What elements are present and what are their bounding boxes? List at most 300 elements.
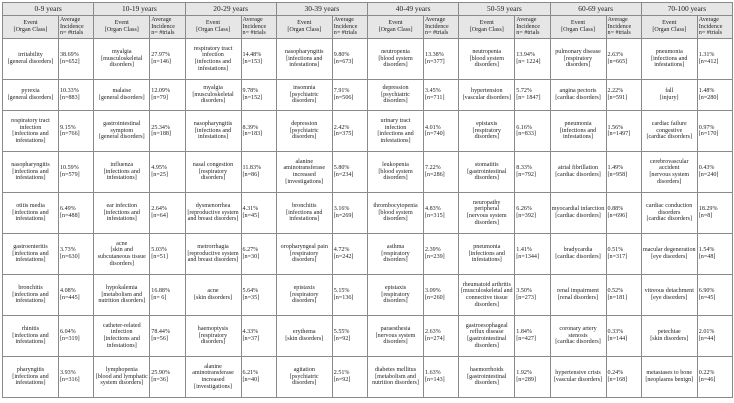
event-name: bradycardia bbox=[563, 247, 593, 254]
trial-count: [n=143] bbox=[425, 377, 445, 383]
header-text: Incidence bbox=[333, 23, 358, 30]
event-cell bbox=[94, 111, 150, 152]
incidence-cell bbox=[606, 275, 641, 316]
incidence-percent: 9.15% bbox=[60, 124, 76, 131]
incidence-cell bbox=[424, 79, 459, 110]
event-cell bbox=[276, 152, 332, 193]
organ-class: [general disorders] bbox=[7, 95, 54, 102]
age-group-header-row bbox=[3, 3, 733, 16]
header-text: [Organ Class] bbox=[196, 27, 230, 33]
incidence-percent: 1.54% bbox=[698, 247, 715, 254]
event-cell bbox=[276, 79, 332, 110]
event-name: rheumatoid arthritis bbox=[462, 281, 511, 288]
trial-count: [n=242] bbox=[333, 254, 354, 261]
event-name: hypokalemia bbox=[106, 285, 138, 292]
incidence-percent: 5.55% bbox=[333, 329, 350, 336]
trial-count: [n= 1224] bbox=[516, 58, 541, 65]
header-text: Average bbox=[151, 17, 172, 24]
incidence-percent: 2.51% bbox=[333, 370, 350, 377]
event-name: insomnia bbox=[293, 85, 316, 92]
organ-class: [infections and infestations] bbox=[377, 131, 414, 144]
incidence-cell bbox=[150, 39, 185, 80]
organ-class: [blood system disorders] bbox=[378, 209, 413, 223]
event-cell bbox=[641, 111, 697, 152]
trial-count: [n=711] bbox=[425, 95, 445, 102]
event-column-header bbox=[94, 16, 150, 39]
trial-count: [n=146] bbox=[151, 58, 171, 65]
event-cell bbox=[94, 357, 150, 398]
incidence-percent: 1.41% bbox=[516, 247, 533, 254]
incidence-percent: 6.49% bbox=[60, 206, 76, 213]
incidence-cell bbox=[59, 111, 94, 152]
event-cell bbox=[550, 79, 606, 110]
event-name: epistaxis bbox=[476, 121, 498, 128]
event-name: cardiac failure congestive bbox=[651, 121, 687, 134]
incidence-percent: 4.08% bbox=[60, 288, 76, 295]
incidence-percent: 3.16% bbox=[333, 206, 350, 213]
incidence-cell bbox=[59, 234, 94, 275]
incidence-cell bbox=[515, 193, 550, 234]
trial-count: [n=181] bbox=[607, 295, 628, 302]
trial-count: [n=392] bbox=[516, 213, 536, 220]
incidence-percent: 5.15% bbox=[333, 288, 350, 295]
trial-count: [n=488] bbox=[60, 213, 80, 220]
header-text: Incidence bbox=[242, 23, 267, 30]
organ-class: [respiratory disorders] bbox=[198, 332, 228, 346]
trial-count: [n=274] bbox=[425, 336, 445, 342]
incidence-cell bbox=[515, 152, 550, 193]
incidence-column-header bbox=[515, 16, 550, 39]
event-name: asthma bbox=[386, 244, 405, 251]
organ-class: [infections and infestations] bbox=[12, 373, 49, 387]
table-row bbox=[3, 234, 733, 275]
event-column-header bbox=[641, 16, 697, 39]
trial-count: [n=377] bbox=[425, 58, 445, 65]
incidence-percent: 1.84% bbox=[516, 329, 533, 336]
incidence-cell bbox=[59, 193, 94, 234]
organ-class: [infections and infestations] bbox=[194, 127, 232, 141]
event-name: stomatitis bbox=[474, 162, 499, 169]
event-name: metrorrhagia bbox=[197, 244, 229, 251]
header-text: Event bbox=[23, 20, 38, 27]
incidence-percent: 16.88% bbox=[151, 288, 171, 295]
header-text: [Organ Class] bbox=[561, 27, 595, 33]
incidence-cell bbox=[697, 79, 732, 110]
trial-count: [n=427] bbox=[516, 336, 536, 342]
incidence-cell bbox=[59, 316, 94, 357]
incidence-cell bbox=[332, 357, 367, 398]
table-row bbox=[3, 316, 733, 357]
organ-class: [infections and infestations] bbox=[194, 58, 232, 72]
trial-count: [n=51] bbox=[151, 254, 168, 261]
incidence-percent: 6.90% bbox=[698, 288, 715, 295]
organ-class: [general disorders] bbox=[98, 95, 145, 102]
event-cell bbox=[276, 275, 332, 316]
event-cell bbox=[459, 39, 515, 80]
incidence-percent: 4.33% bbox=[242, 329, 259, 336]
trial-count: [n=833] bbox=[516, 131, 536, 138]
organ-class: [eye disorders] bbox=[651, 254, 688, 261]
incidence-percent: 4.01% bbox=[425, 124, 441, 131]
event-cell bbox=[3, 234, 59, 275]
event-cell bbox=[550, 111, 606, 152]
event-cell bbox=[550, 39, 606, 80]
trial-count: [n=79] bbox=[151, 95, 168, 102]
organ-class: [infections and infestations] bbox=[286, 209, 323, 223]
trial-count: [n=40] bbox=[242, 377, 260, 383]
event-cell bbox=[459, 111, 515, 152]
event-name: hypertensive crisis bbox=[555, 370, 601, 377]
organ-class: [infections and infestations] bbox=[559, 127, 597, 141]
event-column-header bbox=[459, 16, 515, 39]
event-name: bronchitis bbox=[292, 203, 317, 210]
incidence-percent: 5.72% bbox=[516, 88, 533, 95]
trial-count: [n=319] bbox=[60, 336, 80, 342]
event-column-header bbox=[368, 16, 424, 39]
trial-count: [n=136] bbox=[333, 295, 354, 302]
incidence-cell bbox=[150, 234, 185, 275]
event-cell bbox=[550, 193, 606, 234]
event-name: gastroenteritis bbox=[13, 244, 48, 251]
incidence-cell bbox=[424, 152, 459, 193]
incidence-cell bbox=[150, 316, 185, 357]
header-text: Average bbox=[425, 17, 446, 24]
event-cell bbox=[459, 152, 515, 193]
incidence-cell bbox=[697, 193, 732, 234]
trial-count: [n= 1847] bbox=[516, 95, 541, 102]
header-text: [Organ Class] bbox=[469, 27, 504, 33]
event-cell bbox=[641, 39, 697, 80]
trial-count: [n=696] bbox=[607, 213, 628, 220]
organ-class: [metabolism and nutrition disorders] bbox=[98, 291, 146, 305]
trial-count: [n=44] bbox=[698, 336, 716, 342]
incidence-percent: 4.31% bbox=[242, 206, 259, 213]
trial-count: [n=273] bbox=[516, 295, 536, 302]
event-column-header bbox=[550, 16, 606, 39]
header-text: [Organ Class] bbox=[13, 27, 48, 33]
event-name: catheter-related infection bbox=[102, 322, 141, 336]
table-row bbox=[3, 79, 733, 110]
trial-count: [n=183] bbox=[242, 131, 263, 138]
incidence-cell bbox=[332, 234, 367, 275]
organ-class: [infections and infestations] bbox=[12, 131, 49, 144]
incidence-percent: 6.27% bbox=[242, 247, 259, 254]
header-text: Incidence bbox=[60, 23, 84, 30]
incidence-percent: 18.29% bbox=[698, 206, 718, 213]
organ-class: [respiratory disorders] bbox=[381, 250, 410, 264]
organ-class: [psychiatric disorders] bbox=[381, 91, 410, 105]
incidence-percent: 0.22% bbox=[698, 370, 715, 377]
incidence-cell bbox=[150, 275, 185, 316]
incidence-percent: 13.94% bbox=[516, 52, 536, 59]
trial-count: [n=45] bbox=[698, 295, 716, 302]
trial-count: [n=315] bbox=[425, 213, 445, 220]
trial-count: [n=280] bbox=[698, 95, 719, 102]
event-name: lymphopenia bbox=[105, 367, 138, 374]
organ-class: [musculoskeletal disorders] bbox=[192, 91, 234, 105]
incidence-percent: 6.16% bbox=[516, 124, 533, 131]
organ-class: [infections and infestations] bbox=[103, 168, 140, 182]
event-name: cardiac conduction disorders bbox=[646, 203, 693, 216]
event-cell bbox=[185, 39, 241, 80]
event-cell bbox=[3, 39, 59, 80]
event-cell bbox=[185, 193, 241, 234]
trial-count: [n=30] bbox=[242, 254, 260, 261]
trial-count: [n=64] bbox=[151, 213, 168, 220]
incidence-cell bbox=[606, 193, 641, 234]
header-text: [Organ Class] bbox=[104, 27, 139, 33]
incidence-percent: 1.31% bbox=[698, 52, 715, 59]
event-name: hypertension bbox=[471, 88, 503, 95]
incidence-cell bbox=[515, 111, 550, 152]
trial-count: [n=740] bbox=[425, 131, 445, 138]
incidence-cell bbox=[241, 111, 276, 152]
organ-class: [nervous system disorders] bbox=[466, 213, 507, 226]
trial-count: [n=792] bbox=[516, 172, 536, 179]
incidence-cell bbox=[332, 79, 367, 110]
incidence-cell bbox=[59, 39, 94, 80]
event-name: erythema bbox=[292, 329, 316, 336]
incidence-percent: 7.22% bbox=[425, 165, 441, 172]
event-name: alanine aminotransferase increased bbox=[283, 158, 326, 179]
organ-class: [respiratory disorders] bbox=[198, 168, 228, 182]
event-name: pneumonia bbox=[564, 121, 592, 128]
organ-class: [infections and infestations] bbox=[286, 55, 323, 69]
event-cell bbox=[185, 234, 241, 275]
incidence-cell bbox=[424, 193, 459, 234]
event-name: coronary artery stenosis bbox=[559, 326, 597, 339]
header-text: Average bbox=[516, 17, 537, 24]
event-cell bbox=[641, 152, 697, 193]
event-name: vitreous detachment bbox=[644, 288, 694, 295]
organ-class: [psychiatric disorders] bbox=[289, 91, 319, 105]
organ-class: [cardiac disorders] bbox=[555, 95, 601, 102]
event-cell bbox=[276, 193, 332, 234]
incidence-cell bbox=[424, 316, 459, 357]
event-name: neutropenia bbox=[381, 49, 410, 56]
organ-class: [reproductive system and breast disorders] bbox=[187, 250, 239, 264]
event-cell bbox=[550, 316, 606, 357]
table-row bbox=[3, 193, 733, 234]
trial-count: [n=240] bbox=[698, 172, 719, 179]
incidence-cell bbox=[424, 111, 459, 152]
event-cell bbox=[94, 152, 150, 193]
header-text: n= #trials bbox=[516, 30, 540, 37]
trial-count: [n=92] bbox=[333, 377, 351, 383]
trial-count: [n=766] bbox=[60, 131, 80, 138]
event-column-header bbox=[276, 16, 332, 39]
age-group-header: 60-69 years bbox=[550, 3, 641, 16]
header-text: n= #trials bbox=[242, 30, 266, 37]
event-name: urinary tract infection bbox=[380, 117, 411, 131]
event-name: nasopharyngitis bbox=[11, 162, 50, 169]
incidence-percent: 38.69% bbox=[60, 52, 79, 59]
incidence-percent: 5.80% bbox=[333, 165, 350, 172]
header-text: n= #trials bbox=[698, 30, 723, 37]
incidence-column-header bbox=[424, 16, 459, 39]
incidence-percent: 8.39% bbox=[242, 124, 259, 131]
incidence-percent: 1.56% bbox=[607, 124, 624, 131]
event-cell bbox=[368, 357, 424, 398]
organ-class: [musculoskeletal disorders] bbox=[101, 55, 143, 69]
event-name: nasopharyngitis bbox=[193, 121, 233, 128]
organ-class: [blood system disorders] bbox=[378, 55, 413, 69]
event-cell bbox=[368, 39, 424, 80]
event-cell bbox=[459, 357, 515, 398]
incidence-percent: 6.21% bbox=[242, 370, 259, 377]
trial-count: [n=260] bbox=[425, 295, 445, 302]
event-cell bbox=[641, 357, 697, 398]
incidence-percent: 6.04% bbox=[60, 329, 76, 336]
trial-count: [n=86] bbox=[242, 172, 260, 179]
event-cell bbox=[94, 234, 150, 275]
event-name: thrombocytopenia bbox=[373, 203, 418, 210]
incidence-percent: 0.52% bbox=[607, 288, 624, 295]
incidence-percent: 5.64% bbox=[242, 288, 259, 295]
trial-count: [n=144] bbox=[607, 336, 628, 342]
organ-class: [cardiac disorders] bbox=[555, 254, 601, 261]
incidence-column-header bbox=[150, 16, 185, 39]
adverse-events-by-age-table bbox=[2, 2, 733, 398]
event-name: acne bbox=[116, 240, 128, 247]
table-row bbox=[3, 111, 733, 152]
incidence-cell bbox=[606, 111, 641, 152]
organ-class: [psychiatric disorders] bbox=[289, 373, 319, 387]
incidence-percent: 1.63% bbox=[425, 370, 441, 377]
trial-count: [n=153] bbox=[242, 58, 263, 65]
incidence-cell bbox=[332, 111, 367, 152]
event-name: epistaxis bbox=[293, 285, 315, 292]
event-cell bbox=[368, 275, 424, 316]
incidence-column-header bbox=[59, 16, 94, 39]
event-cell bbox=[3, 193, 59, 234]
event-cell bbox=[185, 275, 241, 316]
incidence-cell bbox=[332, 39, 367, 80]
trial-count: [n=958] bbox=[607, 172, 628, 179]
header-text: Average bbox=[242, 17, 263, 24]
event-name: gastroesophageal reflux disease bbox=[465, 322, 508, 336]
trial-count: [n=375] bbox=[333, 131, 354, 138]
trial-count: [n=316] bbox=[60, 377, 80, 383]
incidence-cell bbox=[515, 79, 550, 110]
organ-class: [skin disorders] bbox=[193, 295, 233, 302]
trial-count: [n=35] bbox=[242, 295, 260, 302]
incidence-percent: 1.48% bbox=[698, 88, 715, 95]
organ-class: [respiratory disorders] bbox=[472, 127, 501, 141]
organ-class: [infections and infestations] bbox=[651, 55, 688, 69]
incidence-percent: 2.63% bbox=[607, 52, 624, 59]
header-text: Average bbox=[333, 17, 354, 24]
age-group-header: 70-100 years bbox=[641, 3, 732, 16]
incidence-cell bbox=[515, 357, 550, 398]
incidence-cell bbox=[515, 234, 550, 275]
trial-count: [n=289] bbox=[516, 377, 536, 383]
trial-count: [n=45] bbox=[242, 213, 260, 220]
trial-count: [n=48] bbox=[698, 254, 716, 261]
organ-class: [blood system disorders] bbox=[378, 168, 413, 182]
incidence-percent: 2.39% bbox=[425, 247, 441, 254]
age-group-header: 10-19 years bbox=[94, 3, 185, 16]
organ-class: [cardiac disorders] bbox=[555, 172, 601, 179]
incidence-percent: 5.03% bbox=[151, 247, 168, 254]
event-cell bbox=[276, 111, 332, 152]
event-name: diabetes mellitus bbox=[374, 367, 417, 374]
trial-count: [n=25] bbox=[151, 172, 168, 179]
header-text: Event bbox=[479, 20, 494, 27]
incidence-cell bbox=[606, 234, 641, 275]
incidence-cell bbox=[332, 316, 367, 357]
event-cell bbox=[368, 234, 424, 275]
trial-count: [n=445] bbox=[60, 295, 80, 302]
header-text: Event bbox=[205, 20, 221, 27]
event-column-header bbox=[3, 16, 59, 39]
incidence-percent: 25.90% bbox=[151, 370, 171, 377]
event-name: epistaxis bbox=[384, 285, 407, 292]
event-cell bbox=[94, 193, 150, 234]
incidence-percent: 12.09% bbox=[151, 88, 171, 95]
incidence-cell bbox=[59, 152, 94, 193]
incidence-cell bbox=[241, 39, 276, 80]
incidence-cell bbox=[241, 152, 276, 193]
incidence-percent: 3.93% bbox=[60, 370, 76, 377]
event-name: acne bbox=[207, 288, 219, 295]
trial-count: [n=591] bbox=[607, 95, 628, 102]
incidence-cell bbox=[241, 316, 276, 357]
incidence-cell bbox=[424, 39, 459, 80]
organ-class: [skin disorders] bbox=[650, 336, 689, 342]
event-name: angina pectoris bbox=[559, 88, 597, 95]
event-name: nasopharyngitis bbox=[284, 49, 324, 56]
organ-class: [injury] bbox=[659, 95, 679, 102]
event-cell bbox=[368, 111, 424, 152]
event-name: myalgia bbox=[203, 85, 223, 92]
organ-class: [nervous system disorders] bbox=[375, 332, 416, 346]
incidence-percent: 1.92% bbox=[516, 370, 533, 377]
trial-count: [n=630] bbox=[60, 254, 80, 261]
incidence-cell bbox=[697, 316, 732, 357]
trial-count: [n=168] bbox=[607, 377, 628, 383]
header-text: n= #trials bbox=[60, 30, 84, 37]
organ-class: [metabolism and nutrition disorders] bbox=[372, 373, 419, 387]
incidence-percent: 14.48% bbox=[242, 52, 262, 59]
organ-class: [general disorders] bbox=[98, 134, 145, 141]
event-name: respiratory tract infection bbox=[11, 117, 50, 131]
event-cell bbox=[459, 316, 515, 357]
incidence-percent: 3.73% bbox=[60, 247, 76, 254]
header-text: Event bbox=[388, 20, 403, 27]
incidence-percent: 2.22% bbox=[607, 88, 624, 95]
event-cell bbox=[641, 316, 697, 357]
header-text: Average bbox=[698, 17, 719, 24]
header-text: Incidence bbox=[425, 23, 449, 30]
event-name: fall bbox=[665, 88, 674, 95]
incidence-percent: 2.64% bbox=[151, 206, 168, 213]
header-text: n= #trials bbox=[333, 30, 358, 37]
incidence-cell bbox=[606, 316, 641, 357]
incidence-cell bbox=[606, 357, 641, 398]
organ-class: [gastrointestinal disorders] bbox=[467, 373, 507, 387]
event-cell bbox=[185, 316, 241, 357]
event-name: dysmenorrhea bbox=[195, 203, 231, 210]
event-name: agitation bbox=[293, 367, 315, 374]
organ-class: [gastrointestinal disorders] bbox=[467, 336, 507, 349]
incidence-percent: 2.01% bbox=[698, 329, 715, 336]
incidence-cell bbox=[606, 79, 641, 110]
event-name: pulmonary disease bbox=[555, 49, 601, 56]
organ-class: [infections and infestations] bbox=[103, 336, 140, 349]
incidence-column-header bbox=[606, 16, 641, 39]
trial-count: [n=56] bbox=[151, 336, 168, 342]
